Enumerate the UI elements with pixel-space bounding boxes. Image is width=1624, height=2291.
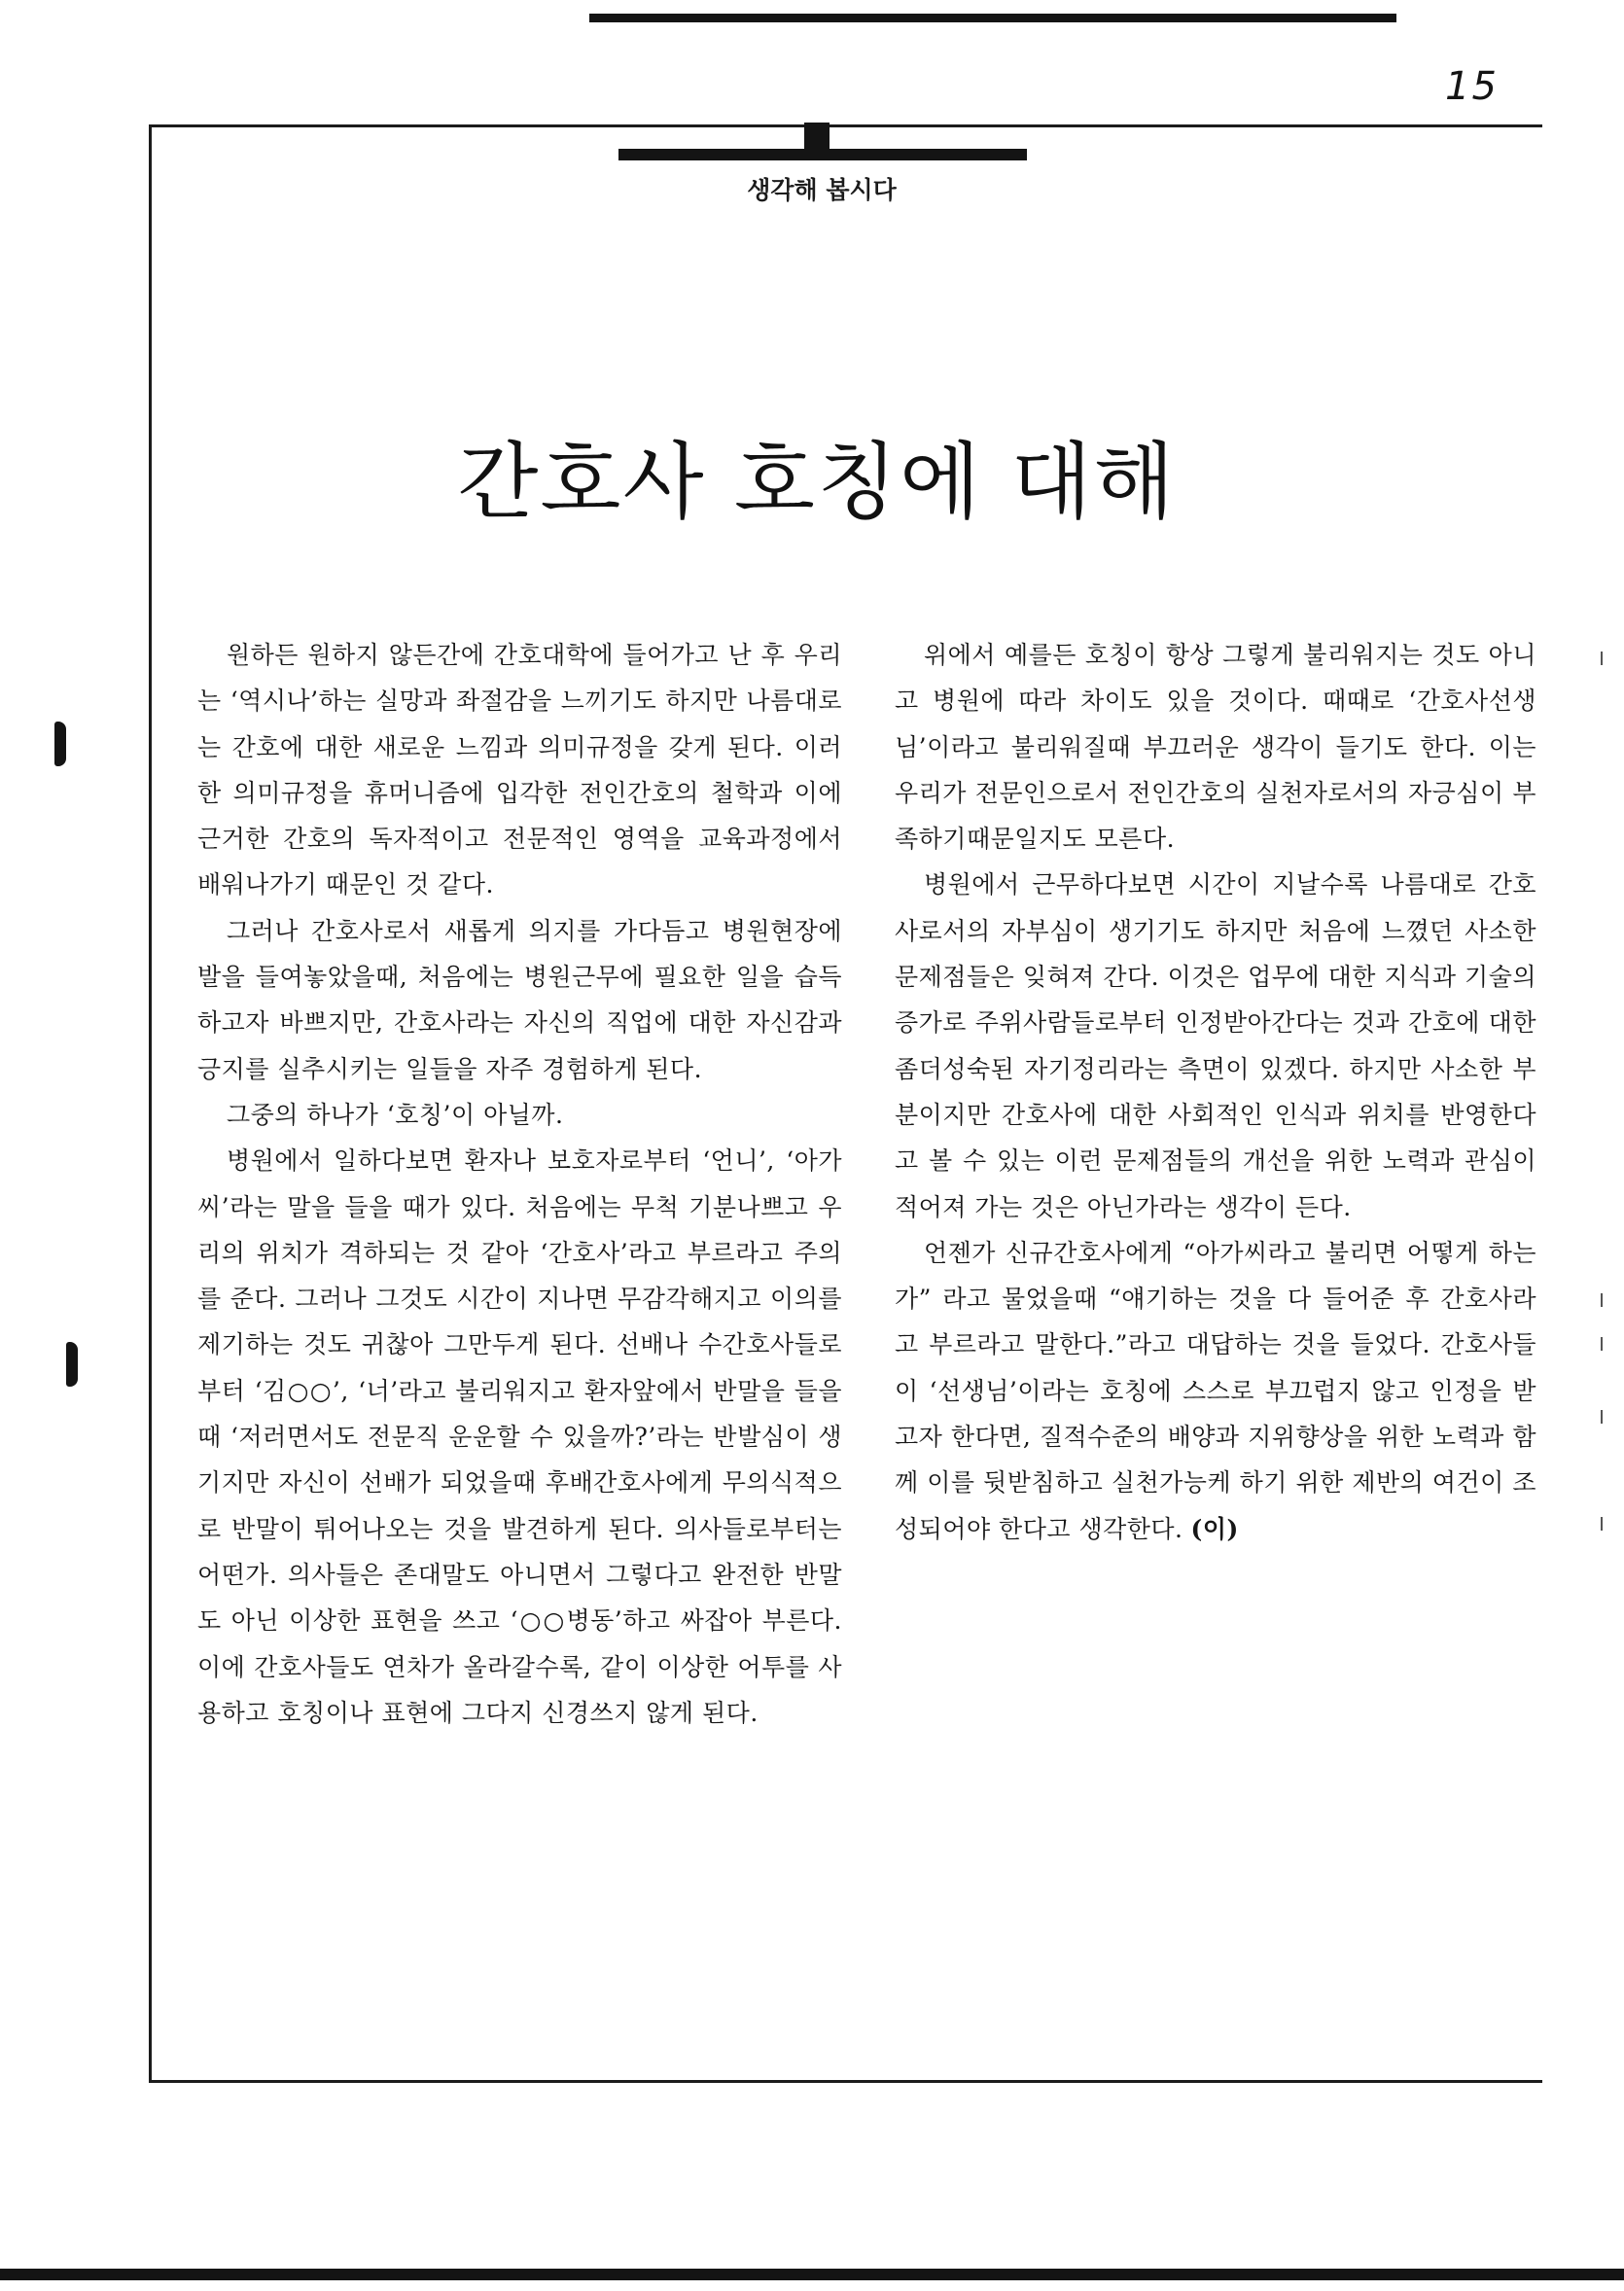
margin-dash bbox=[1601, 1337, 1603, 1351]
paragraph bbox=[895, 1230, 1536, 1552]
header-ornament-stem bbox=[804, 123, 830, 152]
paragraph: 그중의 하나가 ‘호칭’이 아닐까. bbox=[227, 1100, 564, 1129]
section-label: 생각해 봅시다 bbox=[747, 176, 897, 204]
paragraph: 그러나 간호사로서 새롭게 의지를 가다듬고 병원현장에 발을 들여놓았을때, 처음에는 병원근무에 필요한 일을 습득하고자 바쁘지만, 간호사라는 자신의 직업에 대한 자신감과 긍지를 실추시키는 일들을 자주 경험하게 된다. bbox=[197, 916, 842, 1083]
article-title: 간호사 호칭에 대해 bbox=[457, 433, 1177, 531]
paragraph: 병원에서 일하다보면 환자나 보호자로부터 ‘언니’, ‘아가씨’라는 말을 들을 때가 있다. 처음에는 무척 기분나쁘고 우리의 위치가 격하되는 것 같아 ‘간호사’라고 부르라고 주의를 준다. 그러나 그것도 시간이 지나면 무감각해지고 이의를 제기하는 것도 귀찮아 그만두게 된다. 선배나 수간호사들로부터 ‘김○○’, ‘너’라고 불리워지고 환자앞에서 반말을 들을때 ‘저러면서도 전문직 운운할 수 있을까?’라는 반발심이 생기지만 자신이 선배가 되었을때 후배간호사에게 무의식적으로 반말이 튀어나오는 것을 발견하게 된다. 의사들로부터는 어떤가. 의사들은 존대말도 아니면서 그렇다고 완전한 반말도 아닌 이상한 표현을 쓰고 ‘○○병동’하고 싸잡아 부른다. 이에 간호사들도 연차가 올라갈수록, 같이 이상한 어투를 사용하고 호칭이나 표현에 그다지 신경쓰지 않게 된다. bbox=[197, 1146, 842, 1727]
margin-dash bbox=[1601, 1517, 1603, 1531]
paragraph: 병원에서 근무하다보면 시간이 지날수록 나름대로 간호사로서의 자부심이 생기기도 하지만 처음에 느꼈던 사소한 문제점들은 잊혀져 간다. 이것은 업무에 대한 지식과 기술의 증가로 주위사람들로부터 인정받아간다는 것과 간호에 대한 좀더성숙된 자기정리라는 측면이 있겠다. 하지만 사소한 부분이지만 간호사에 대한 사회적인 인식과 위치를 반영한다고 볼 수 있는 이런 문제점들의 개선을 위한 노력과 관심이 적어져 가는 것은 아닌가라는 생각이 든다. bbox=[895, 870, 1536, 1221]
page-number: 15 bbox=[1445, 64, 1499, 109]
right-column bbox=[895, 632, 1536, 1552]
margin-dash bbox=[1601, 1410, 1603, 1424]
margin-dash bbox=[1601, 1293, 1603, 1307]
paragraph: 원하든 원하지 않든간에 간호대학에 들어가고 난 후 우리는 ‘역시나’하는 실망과 좌절감을 느끼기도 하지만 나름대로는 간호에 대한 새로운 느낌과 의미규정을 갖게 된다. 이러한 의미규정을 휴머니즘에 입각한 전인간호의 철학과 이에 근거한 간호의 독자적이고 전문적인 영역을 교육과정에서 배워나가기 때문인 것 같다. bbox=[197, 641, 842, 899]
left-column bbox=[197, 632, 842, 1736]
binding-mark bbox=[54, 722, 66, 766]
paragraph-text: 언젠가 신규간호사에게 “아가씨라고 불리면 어떻게 하는가” 라고 물었을때 “얘기하는 것을 다 들어준 후 간호사라고 부르라고 말한다.”라고 대답하는 것을 들었다. 간호사들이 ‘선생님’이라는 호칭에 스스로 부끄럽지 않고 인정을 받고자 한다면, 질적수준의 배양과 지위향상을 위한 노력과 함께 이를 뒷받침하고 실천가능케 하기 위한 제반의 여건이 조성되어야 한다고 생각한다. bbox=[895, 1238, 1536, 1543]
header-ornament-bar bbox=[618, 149, 1027, 160]
bottom-rule bbox=[0, 2269, 1624, 2280]
top-rule bbox=[589, 14, 1396, 22]
author-signature: (이) bbox=[1190, 1514, 1239, 1543]
paragraph: 위에서 예를든 호칭이 항상 그렇게 불리워지는 것도 아니고 병원에 따라 차이도 있을 것이다. 때때로 ‘간호사선생님’이라고 불리워질때 부끄러운 생각이 들기도 한다. 이는 우리가 전문인으로서 전인간호의 실천자로서의 자긍심이 부족하기때문일지도 모른다. bbox=[895, 641, 1536, 854]
binding-mark bbox=[66, 1342, 78, 1387]
margin-dash bbox=[1601, 652, 1603, 665]
